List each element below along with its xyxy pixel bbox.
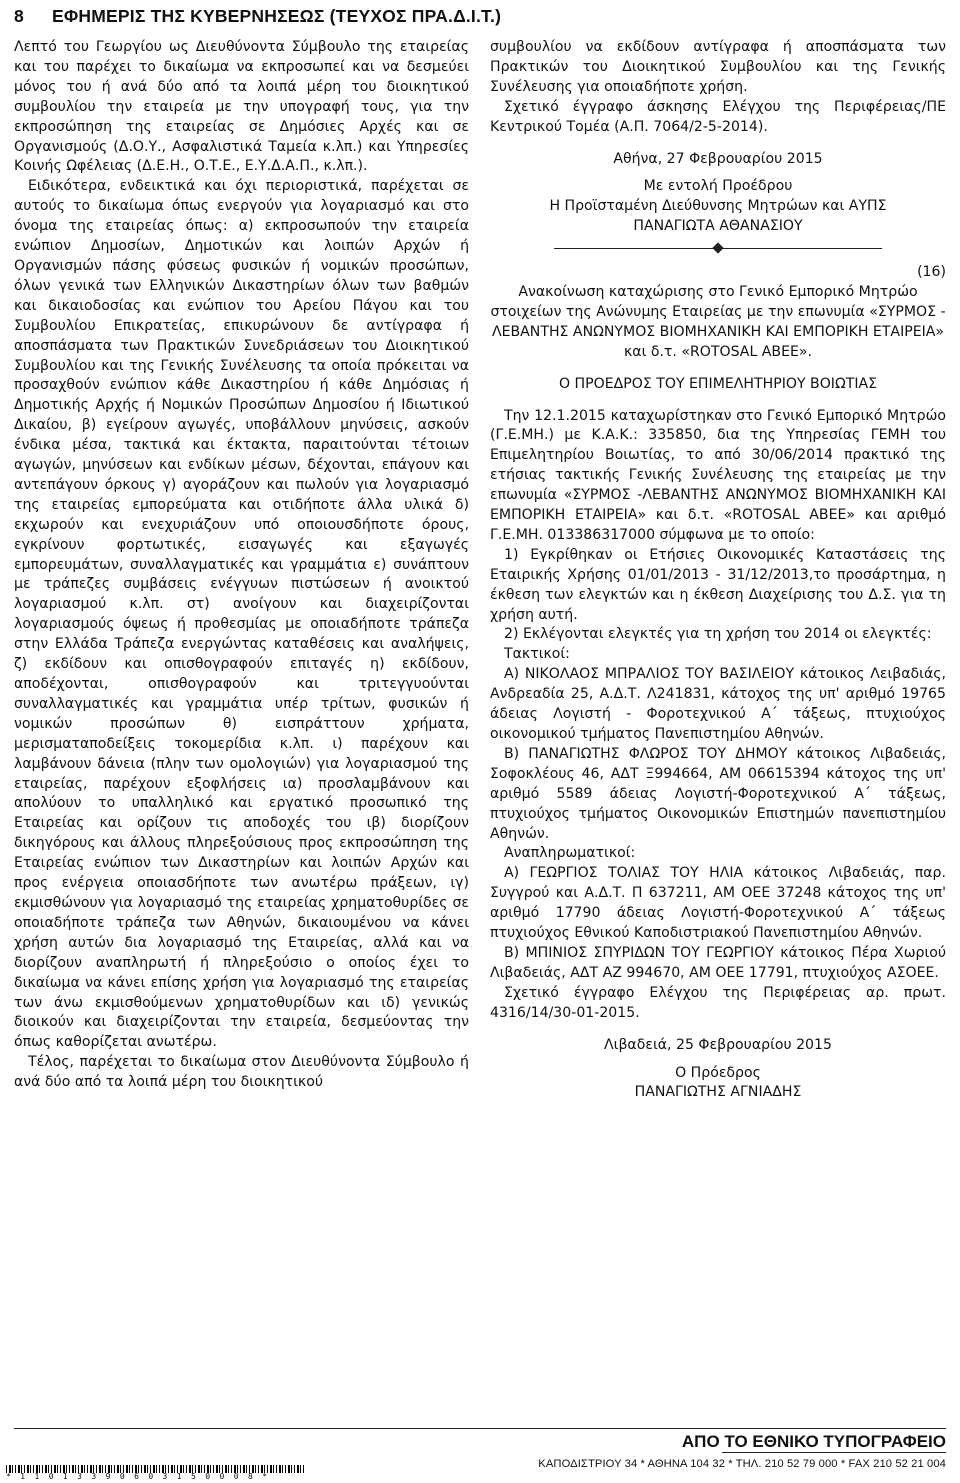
right-paragraph-12: Σχετικό έγγραφο Ελέγχου της Περιφέρειας αρ. πρωτ. 4316/14/30-01-2015.: [490, 984, 946, 1021]
right-paragraph-9: Αναπληρωματικοί:: [504, 845, 636, 862]
right-paragraph-6: Τακτικοί:: [504, 646, 570, 663]
signature-1-line-1: Με εντολή Προέδρου: [643, 178, 793, 195]
page-number: 8: [14, 6, 24, 26]
left-column: [14, 38, 469, 1093]
left-paragraph-2: Ειδικότερα, ενδεικτικά και όχι περιοριστικά, παρέχεται σε αυτούς το δικαίωμα όπως ενεργούν για λογαριασμό και στο όνομα της εταιρείας όπως: α) εκπροσωπούν την εταιρεία ενώπιον Δημοσίων, Δημοτικών και λοιπών Αρχών ή Οργανισμών πάσης φύσεως φυσικών ή νομικών προσώπων, όλων γενικά των Ελληνικών Δικαστηρίων όλων των βαθμών και δικαιοδοσίας και ενώπιον του Αρείου Πάγου και του Συμβουλίου Επικρατείας, επικυρώνουν δε αντίγραφα ή αποσπάσματα των Πρακτικών Συνεδριάσεων του Διοικητικού Συμβουλίου και της Γενικής Συνέλευσης τα οποία πρόκειται να προσαχθούν ενώπιον κάθε Δικαστηρίου ή κάθε Δημόσιας ή Δημοτικής Αρχής ή Νομικών Προσώπων Δημοσίου ή Ιδιωτικού Δικαίου, β) εγείρουν αγωγές, υποβάλλουν μηνύσεις, ασκούν ένδικα μέσα, τακτικά και έκτακτα, παραιτούνται τέτοιων αγωγών, μηνύσεων και ενδίκων μέσων, δέχονται, επάγουν και αντεπάγουν όρκους γ) αγοράζουν και πωλούν για λογαριασμό της εταιρείας εμπορεύματα και οτιδήποτε άλλα υλικά δ) εκχωρούν και ενεχυριάζουν υπό οποιουσδήποτε όρους, εγκρίνουν φορτωτικές, εισαγωγές και εξαγωγές εμπορευμάτων, συναλλαγματικές και γραμμάτια ε) συνάπτουν με τράπεζες συμβάσεις ενέγγυων πιστώσεων ή ανοικτού λογαριασμού κ.λπ. στ) ανοίγουν και διαχειρίζονται λογαριασμούς όψεως ή προθεσμίας με οποιαδήποτε τράπεζα στην Ελλάδα Τράπεζα ενεργώντας καταθέσεις και αναλήψεις, ζ) εκδίδουν και οπισθογραφούν επιταγές η) εκδίδουν, αποδέχονται, οπισθογραφούν και τριτεγγυούνται συναλλαγματικές και γραμμάτια υπέρ τρίτων, φυσικών ή νομικών προσώπων θ) εισπράττουν χρήματα, μερισματαποδείξεις τοκομερίδια κ.λπ. ι) παρέχουν και λαμβάνουν δάνεια (πλην των ομολογιών) για λογαριασμού της εταιρείας, παρέχουν εξοφλήσεις ια) προσλαμβάνουν και απολύουν το υπαλληλικό και εργατικό προσωπικό της Εταιρείας και ορίζουν τις αποδοχές του ιβ) διορίζουν δικηγόρους και άλλους πληρεξούσιους προς εκπροσώπηση της Εταιρείας ενώπιον των Δικαστηρίων και λοιπών Αρχών και προς ενέργεια οποιασδήποτε των ανωτέρω πράξεων, ιγ) εκμισθώνουν για λογαριασμό της εταιρείας χρηματοθυρίδες σε οποιαδήποτε τράπεζα των Αθηνών, δικαιουμένου να κάνει χρήση αυτών δια λογαριασμό της Εταιρείας, αλλά και να διορίζουν αναπληρωτή ή πληρεξούσιο ο οποίος έχει το δικαίωμα να κάνει επίσης χρήση για λογαριασμό της εταιρείας των άνω εκμισθούμενων χρηματοθυρίδων και ιδ) γενικώς διοικούν και διαχειρίζονται την εταιρεία, δεσμεύοντας την όπως καθορίζεται ανωτέρω.: [14, 178, 469, 1051]
announcement-heading: Ανακοίνωση καταχώρισης στο Γενικό Εμπορικό Μητρώο στοιχείων της Ανώνυμης Εταιρείας με την επωνυμία «ΣΥΡΜΟΣ - ΛΕΒΑΝΤΗΣ ΑΝΩΝΥΜΟΣ ΒΙΟΜΗΧΑΝΙΚΗ ΚΑΙ ΕΜΠΟΡΙΚΗ ΕΤΑΙΡΕΙΑ» και δ.τ. «ROTOSAL ΑΒΕΕ».: [490, 283, 946, 360]
right-paragraph-5: 2) Εκλέγονται ελεγκτές για τη χρήση του 2014 οι ελεγκτές:: [504, 626, 932, 643]
signature-2-name: ΠΑΝΑΓΙΩΤΗΣ ΑΓΝΙΑΔΗΣ: [634, 1084, 802, 1101]
signature-1-line-2: Η Προϊσταμένη Διεύθυνσης Μητρώων και ΑΥΠΣ: [549, 198, 887, 215]
right-paragraph-10: Α) ΓΕΩΡΓΙΟΣ ΤΟΛΙΑΣ ΤΟΥ ΗΛΙΑ κάτοικος Λιβαδειάς, παρ. Συγγρού και Α.Δ.Τ. Π 637211, ΑΜ ΟΕΕ 37248 κάτοχος της υπ' αριθμό 17790 άδειας Λογιστή-Φοροτεχνικού Α΄ τάξεως πτυχιούχος Εθνικού Καποδιστριακού Πανεπιστημίου Αθηνών.: [490, 865, 946, 942]
left-paragraph-1: Λεπτό του Γεωργίου ως Διευθύνοντα Σύμβουλο της εταιρείας και του παρέχει το δικαίωμα να εκπροσωπεί και να δεσμεύει μόνος του ή ανά δύο από τα λοιπά μέρη του διοικητικού συμβουλίου την εταιρεία με την υπογραφή τους, για την εκπροσώπηση της εταιρείας σε Δημόσιες Αρχές και σε Οργανισμούς (Δ.Ο.Υ., Ασφαλιστικά Ταμεία κ.λπ.) και Υπηρεσίες Κοινής Ωφέλειας (Δ.Ε.Η., Ο.Τ.Ε., Ε.Υ.Δ.Α.Π., κ.λπ.).: [14, 39, 469, 175]
signature-1-name: ΠΑΝΑΓΙΩΤΑ ΑΘΑΝΑΣΙΟΥ: [633, 218, 803, 235]
right-paragraph-4: 1) Εγκρίθηκαν οι Ετήσιες Οικονομικές Καταστάσεις της Εταιρικής Χρήσης 01/01/2013 - 31/12/2013,το προσάρτημα, η έκθεση των ελεγκτών και η έκθεση Διαχείρισης του Δ.Σ. για τη χρήση αυτή.: [490, 546, 946, 623]
section-divider: [490, 239, 946, 259]
signature-1-date: Αθήνα, 27 Φεβρουαρίου 2015: [613, 150, 823, 167]
publisher-name: ΑΠΟ ΤΟ ΕΘΝΙΚΟ ΤΥΠΟΓΡΑΦΕΙΟ: [681, 1432, 946, 1451]
signature-2-date: Λιβαδειά, 25 Φεβρουαρίου 2015: [604, 1036, 832, 1053]
page-header: [14, 6, 946, 32]
right-paragraph-7: Α) ΝΙΚΟΛΑΟΣ ΜΠΡΑΛΙΟΣ ΤΟΥ ΒΑΣΙΛΕΙΟΥ κάτοικος Λειβαδιάς, Ανδρεαδία 25, Α.Δ.Τ. Λ241831, κάτοχος της υπ' αριθμό 19765 άδειας Λογιστή - Φοροτεχνικού Α΄ τάξεως, πτυχιούχος οικονομικού τμήματος Πανεπιστημίου Αθηνών.: [490, 666, 946, 742]
right-paragraph-2: Σχετικό έγγραφο άσκησης Ελέγχου της Περιφέρειας/ΠΕ Κεντρικού Τομέα (Α.Π. 7064/2-5-2014).: [490, 98, 946, 135]
barcode-digits: * 1 1 0 1 3 3 9 0 6 0 3 1 5 0 0 0 8 *: [6, 1472, 270, 1481]
right-column: [490, 38, 946, 1103]
publisher-address: ΚΑΠΟΔΙΣΤΡΙΟΥ 34 * ΑΘΗΝΑ 104 32 * ΤΗΛ. 210 52 79 000 * FAX 210 52 21 004: [538, 1458, 946, 1470]
right-paragraph-3: Την 12.1.2015 καταχωρίστηκαν στο Γενικό Εμπορικό Μητρώο (Γ.Ε.ΜΗ.) με Κ.Α.Κ.: 335850, δια της Υπηρεσίας ΓΕΜΗ του Επιμελητηρίου Βοιωτίας, το από 30/06/2014 πρακτικό της ετήσιας τακτικής Γενικής Συνέλευσης της εταιρείας με την επωνυμία «ΣΥΡΜΟΣ -ΛΕΒΑΝΤΗΣ ΑΝΩΝΥΜΟΣ ΒΙΟΜΗΧΑΝΙΚΗ ΚΑΙ ΕΜΠΟΡΙΚΗ ΕΤΑΙΡΕΙΑ» και δ.τ. «ROTOSAL ΑΒΕΕ» και αριθμό Γ.Ε.ΜΗ. 013386317000 σύμφωνα με το οποίο:: [490, 407, 946, 543]
barcode: [6, 1465, 306, 1481]
right-paragraph-1: συμβουλίου να εκδίδουν αντίγραφα ή αποσπάσματα των Πρακτικών του Διοικητικού Συμβουλίου και της Γενικής Συνέλευσης για οποιαδήποτε χρήση.: [490, 39, 946, 95]
left-paragraph-3: Τέλος, παρέχεται το δικαίωμα στον Διευθύνοντα Σύμβουλο ή ανά δύο από τα λοιπά μέρη του διοικητικού: [14, 1054, 469, 1091]
publisher-underline: [722, 1452, 946, 1453]
right-paragraph-11: Β) ΜΠΙΝΙΟΣ ΣΠΥΡΙΔΩΝ ΤΟΥ ΓΕΩΡΓΙΟΥ κάτοικος Πέρα Χωριού Λιβαδειάς, ΑΔΤ ΑΖ 994670, ΑΜ ΟΕΕ 17791, πτυχιούχος ΑΣΟΕΕ.: [490, 944, 946, 981]
footer-rule: [14, 1428, 946, 1429]
diamond-icon: [712, 242, 723, 253]
gazette-title: ΕΦΗΜΕΡΙΣ ΤΗΣ ΚΥΒΕΡΝΗΣΕΩΣ (ΤΕΥΧΟΣ ΠΡΑ.Δ.Ι.Τ.): [52, 6, 502, 26]
signature-2-title: Ο Πρόεδρος: [675, 1064, 761, 1081]
chamber-president-title: Ο ΠΡΟΕΔΡΟΣ ΤΟΥ ΕΠΙΜΕΛΗΤΗΡΙΟΥ ΒΟΙΩΤΙΑΣ: [558, 375, 878, 392]
announcement-number: (16): [917, 264, 946, 281]
right-paragraph-8: Β) ΠΑΝΑΓΙΩΤΗΣ ΦΛΩΡΟΣ ΤΟΥ ΔΗΜΟΥ κάτοικος Λιβαδειάς, Σοφοκλέους 46, ΑΔΤ Ξ994664, ΑΜ 06615394 κάτοχος της υπ' αριθμό 5589 άδειας Λογιστή-Φοροτεχνικού Α΄ τάξεως, πτυχιούχος τμήματος Οικονομικών Επιστημών πανεπιστημίου Αθηνών.: [490, 745, 946, 842]
